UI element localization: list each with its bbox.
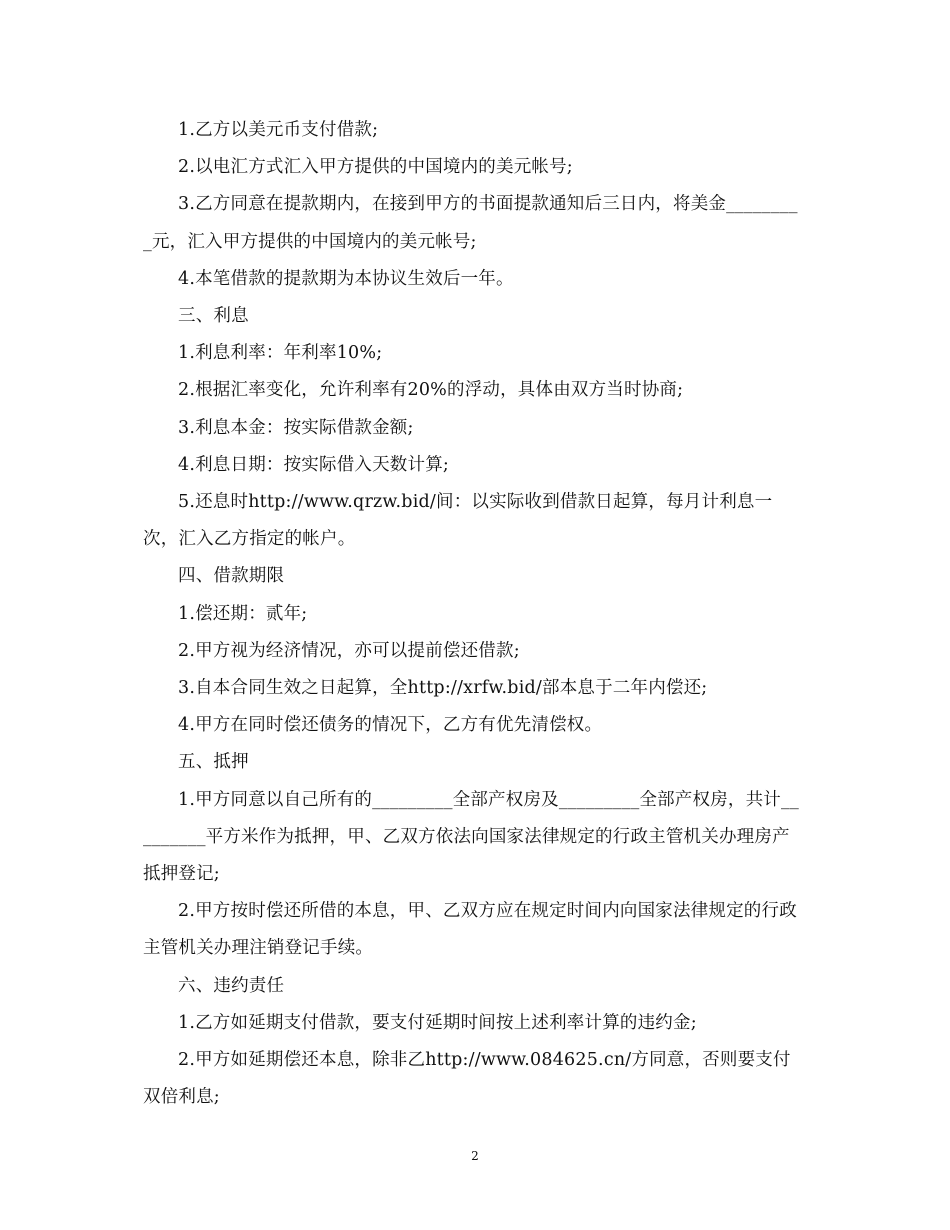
page-number: 2: [471, 1149, 479, 1163]
section-heading-interest: 三、利息: [178, 306, 249, 327]
section-heading-loan-term: 四、借款期限: [178, 566, 285, 587]
clause-paragraph: 1.甲方同意以自己所有的_________全部产权房及_________全部产权房，共计_________平方米作为抵押，甲、乙双方依法向国家法律规定的行政主管机关办理房产抵押登记;: [143, 789, 799, 885]
clause-paragraph: 2.根据汇率变化，允许利率有20%的浮动，具体由双方当时协商;: [178, 380, 684, 401]
section-heading-liability: 六、违约责任: [178, 975, 285, 996]
clause-paragraph: 4.本笔借款的提款期为本协议生效后一年。: [178, 268, 514, 289]
clause-paragraph: 3.乙方同意在提款期内，在接到甲方的书面提款通知后三日内，将美金_________元，汇入甲方提供的中国境内的美元帐号;: [143, 194, 798, 252]
document-body: [143, 112, 803, 1116]
clause-paragraph: 2.甲方视为经济情况，亦可以提前偿还借款;: [178, 640, 520, 661]
clause-paragraph: 4.甲方在同时偿还债务的情况下，乙方有优先清偿权。: [178, 715, 603, 736]
clause-paragraph: 1.乙方如延期支付借款，要支付延期时间按上述利率计算的违约金;: [178, 1012, 697, 1033]
clause-paragraph: 2.以电汇方式汇入甲方提供的中国境内的美元帐号;: [178, 157, 573, 178]
clause-paragraph: 1.利息利率：年利率10%;: [178, 343, 383, 364]
clause-paragraph: 4.利息日期：按实际借入天数计算;: [178, 454, 449, 475]
section-heading-mortgage: 五、抵押: [178, 752, 249, 773]
clause-paragraph: 2.甲方如延期偿还本息，除非乙http://www.084625.cn/方同意，否则要支付双倍利息;: [143, 1050, 791, 1108]
clause-paragraph: 2.甲方按时偿还所借的本息，甲、乙双方应在规定时间内向国家法律规定的行政主管机关办理注销登记手续。: [143, 901, 797, 959]
clause-paragraph: 1.偿还期：贰年;: [178, 603, 308, 624]
clause-paragraph: 1.乙方以美元币支付借款;: [178, 120, 379, 140]
clause-paragraph: 3.自本合同生效之日起算，全http://xrfw.bid/部本息于二年内偿还;: [178, 678, 708, 699]
clause-paragraph: 5.还息时http://www.qrzw.bid/间：以实际收到借款日起算，每月计利息一次，汇入乙方指定的帐户。: [143, 492, 773, 550]
clause-paragraph: 3.利息本金：按实际借款金额;: [178, 417, 414, 438]
